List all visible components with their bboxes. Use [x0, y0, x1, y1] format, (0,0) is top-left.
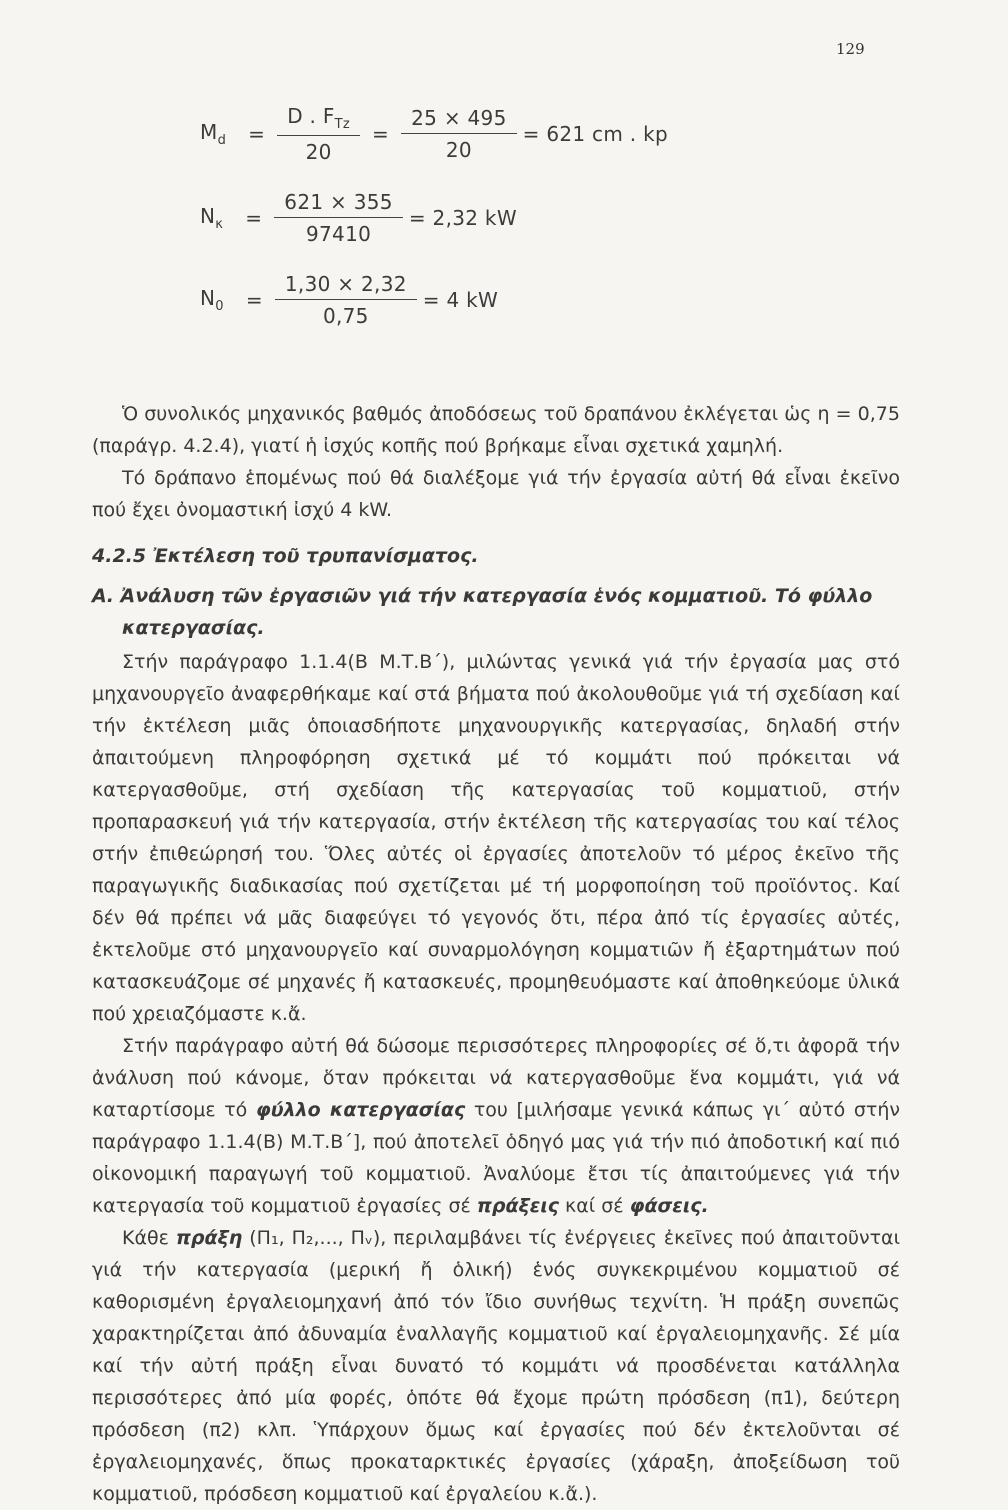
equation-nk: [200, 190, 517, 246]
equation-nk-lhs: $N_\kappa$: [200, 204, 224, 232]
fraction-25x495-over-20: $\frac{25 \times 495}{20}$: [401, 106, 517, 162]
paragraph-efficiency: Ὁ συνολικός μηχανικός βαθμός ἀποδόσεως τοῦ δραπάνου ἐκλέγεται ὡς η = 0,75 (παράγρ. 4.2.4), γιατί ἡ ἰσχύς κοπῆς πού βρήκαμε εἶναι σχετικά χαμηλή.: [92, 403, 900, 457]
equation-n0: [200, 272, 498, 328]
term-operation-sheet: φύλλο κατεργασίας: [255, 1099, 466, 1121]
paragraph-workshop-steps: Στήν παράγραφο 1.1.4(Β Μ.Τ.Β΄), μιλώντας γενικά γιά τήν ἐργασία μας στό μηχανουργεῖο ἀναφερθήκαμε καί στά βήματα πού ἀκολουθοῦμε γιά τή σχεδίαση καί τήν ἐκτέλεση μιᾶς ὁποιασδήποτε μηχανουργικῆς κατεργασίας, δηλαδή στήν ἀπαιτούμενη πληροφόρηση σχετικά μέ τό κομμάτι πού πρόκειται νά κατεργασθοῦμε, στή σχεδίαση τῆς κατεργασίας τοῦ κομματιοῦ, στήν προπαρασκευή γιά τήν κατεργασία, στήν ἐκτέλεση τῆς κατεργασίας του καί τέλος στήν ἐπιθεώρησή του. Ὅλες αὐτές οἱ ἐργασίες ἀποτελοῦν τό μέρος ἐκεῖνο τῆς παραγωγικῆς διαδικασίας πού σχετίζεται μέ τή μορφοποίηση τοῦ προϊόντος. Καί δέν θά πρέπει νά μᾶς διαφεύγει τό γεγονός ὅτι, πέρα ἀπό τίς ἐργασίες αὐτές, ἐκτελοῦμε στό μηχανουργεῖο καί συναρμολόγηση κομματιῶν ἤ ἐξαρτημάτων πού κατασκευάζομε σέ μηχανές ἤ κατασκευές, προμηθευόμαστε καί ἀποθηκεύομε ὑλικά πού χρειαζόμαστε κ.ἄ.: [92, 651, 900, 1025]
term-operation: πράξη: [175, 1227, 243, 1249]
equation-md-result: = 621 cm . kp: [522, 122, 668, 146]
section-heading: 4.2.5 Ἐκτέλεση τοῦ τρυπανίσματος.: [92, 545, 479, 567]
efficiency-paragraphs: [92, 398, 900, 526]
paragraph-operation-sheet: Στήν παράγραφο αὐτή θά δώσομε περισσότερες πληροφορίες σέ ὅ,τι ἀφορᾶ τήν ἀνάλυση πού κάνομε, ὅταν πρόκειται νά κατεργασθοῦμε ἕνα κομμάτι, γιά νά καταρτίσομε τό φύλλο κατεργασίας του [μιλήσαμε γενικά κάπως γι΄ αὐτό στήν παράγραφο 1.1.4(Β) Μ.Τ.Β΄], πού ἀποτελεῖ ὁδηγό μας γιά τήν πιό ἀποδοτική καί πιό οἰκονομική παραγωγή τοῦ κομματιοῦ. Ἀναλύομε ἔτσι τίς ἀπαιτούμενες γιά τήν κατεργασία τοῦ κομματιοῦ ἐργασίες σέ πράξεις καί σέ φάσεις.: [92, 1035, 900, 1217]
equation-n0-result: = 4 kW: [422, 288, 499, 312]
paragraph-drill-choice: Τό δράπανο ἑπομένως πού θά διαλέξομε γιά τήν ἐργασία αὐτή θά εἶναι ἐκεῖνο πού ἔχει ὀνομαστική ἰσχύ 4 kW.: [92, 467, 900, 521]
subsection-heading: Α. Ἀνάλυση τῶν ἐργασιῶν γιά τήν κατεργασία ἑνός κομματιοῦ. Τό φύλλο κατεργασίας.: [92, 585, 873, 639]
equals-sign: =: [372, 122, 390, 146]
equals-sign: =: [245, 206, 263, 230]
page-number: 129: [836, 40, 865, 58]
term-operations: πράξεις: [476, 1195, 559, 1217]
equation-n0-lhs: $N_0$: [200, 286, 224, 314]
equals-sign: =: [245, 288, 263, 312]
paragraph-operation-definition: Κάθε πράξη (Π₁, Π₂,..., Πᵥ), περιλαμβάνει τίς ἐνέργειες ἐκεῖνες πού ἀπαιτοῦνται γιά τήν κατεργασία (μερική ἤ ὁλική) ἑνός συγκεκριμένου κομματιοῦ σέ καθορισμένη ἐργαλειομηχανή ἀπό τόν ἴδιο συνήθως τεχνίτη. Ἡ πράξη συνεπῶς χαρακτηρίζεται ἀπό ἀδυναμία ἐναλλαγῆς κομματιοῦ καί ἐργαλειομηχανῆς. Σέ μία καί τήν αὐτή πράξη εἶναι δυνατό τό κομμάτι νά προσδένεται κατάλληλα περισσότερες ἀπό μία φορές, ὁπότε θά ἔχομε πρώτη πρόσδεση (π1), δεύτερη πρόσδεση (π2) κλπ. Ὑπάρχουν ὅμως καί ἐργασίες πού δέν ἐκτελοῦνται σέ ἐργαλειομηχανές, ὅπως προκαταρκτικές ἐργασίες (χάραξη, ἀποξείδωση τοῦ κομματιοῦ, πρόσδεση κομματιοῦ καί ἐργαλείου κ.ἄ.).: [92, 1227, 900, 1505]
equation-md: [200, 104, 668, 164]
body-paragraphs: [92, 646, 900, 1510]
fraction-1.30x2.32-over-0.75: $\frac{1,30 \times 2,32}{0,75}$: [275, 272, 417, 328]
equation-nk-result: = 2,32 kW: [408, 206, 517, 230]
equals-sign: =: [248, 122, 266, 146]
equation-md-lhs: $M_d$: [200, 120, 227, 148]
fraction-621x355-over-97410: $\frac{621 \times 355}{97410}$: [274, 190, 403, 246]
term-phases: φάσεις.: [629, 1195, 709, 1217]
fraction-force-over-20: $\frac{D . F_{Tz}}{20}$: [277, 104, 360, 164]
